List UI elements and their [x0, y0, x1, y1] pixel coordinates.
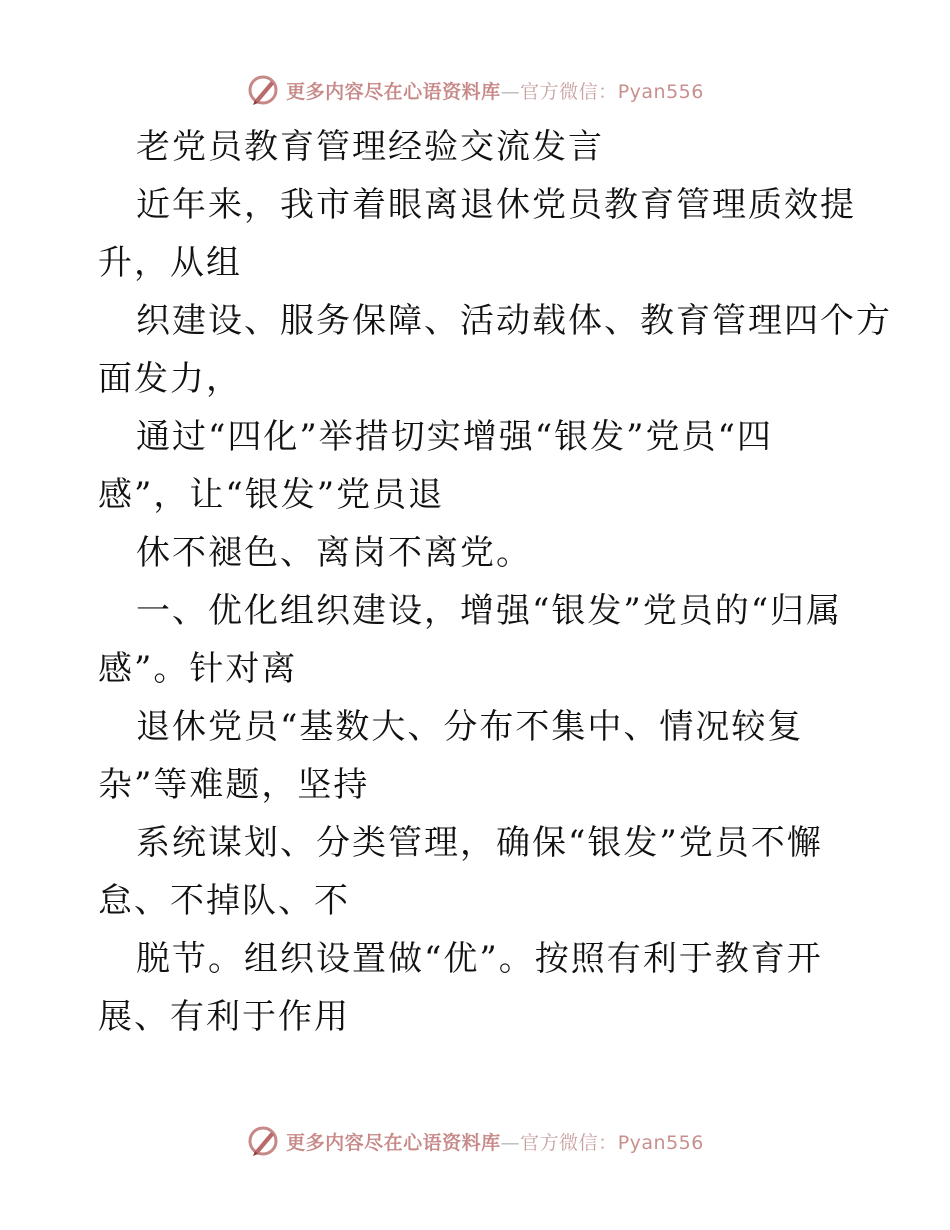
watermark-brand: 更多内容尽在心语资料库 — [286, 80, 501, 103]
document-body — [98, 118, 892, 1046]
text-line: 升，从组 — [98, 243, 242, 283]
watermark-label: 官方微信： — [520, 80, 618, 103]
text-line: 近年来，我市着眼离退休党员教育管理质效提 — [136, 185, 856, 225]
text-line: 通过“四化”举措切实增强“银发”党员“四 — [136, 417, 773, 457]
footer-watermark — [0, 1121, 950, 1161]
pen-logo-icon — [246, 1124, 280, 1158]
watermark-separator: — — [500, 80, 521, 103]
watermark-brand: 更多内容尽在心语资料库 — [286, 1131, 501, 1154]
text-line: 面发力， — [98, 359, 242, 399]
text-line: 退休党员“基数大、分布不集中、情况较复 — [136, 707, 804, 747]
watermark-text — [286, 1128, 704, 1155]
text-line: 感”。针对离 — [98, 649, 298, 689]
header-watermark — [0, 70, 950, 110]
text-line: 展、有利于作用 — [98, 997, 350, 1037]
text-line: 系统谋划、分类管理，确保“银发”党员不懈 — [136, 823, 823, 863]
text-line: 感”，让“银发”党员退 — [98, 475, 445, 515]
document-title: 老党员教育管理经验交流发言 — [136, 127, 604, 167]
text-line: 杂”等难题，坚持 — [98, 765, 370, 805]
pen-logo-icon — [246, 73, 280, 107]
watermark-label: 官方微信： — [520, 1131, 618, 1154]
watermark-wechat-id: Pyan556 — [617, 1131, 704, 1154]
text-line: 怠、不掉队、不 — [98, 881, 350, 921]
watermark-separator: — — [500, 1131, 521, 1154]
text-line: 一、优化组织建设，增强“银发”党员的“归属 — [136, 591, 843, 631]
watermark-wechat-id: Pyan556 — [617, 80, 704, 103]
watermark-text — [286, 77, 704, 104]
text-line: 休不褪色、离岗不离党。 — [136, 533, 532, 573]
text-line: 织建设、服务保障、活动载体、教育管理四个方 — [136, 301, 892, 341]
text-line: 脱节。组织设置做“优”。按照有利于教育开 — [136, 939, 823, 979]
